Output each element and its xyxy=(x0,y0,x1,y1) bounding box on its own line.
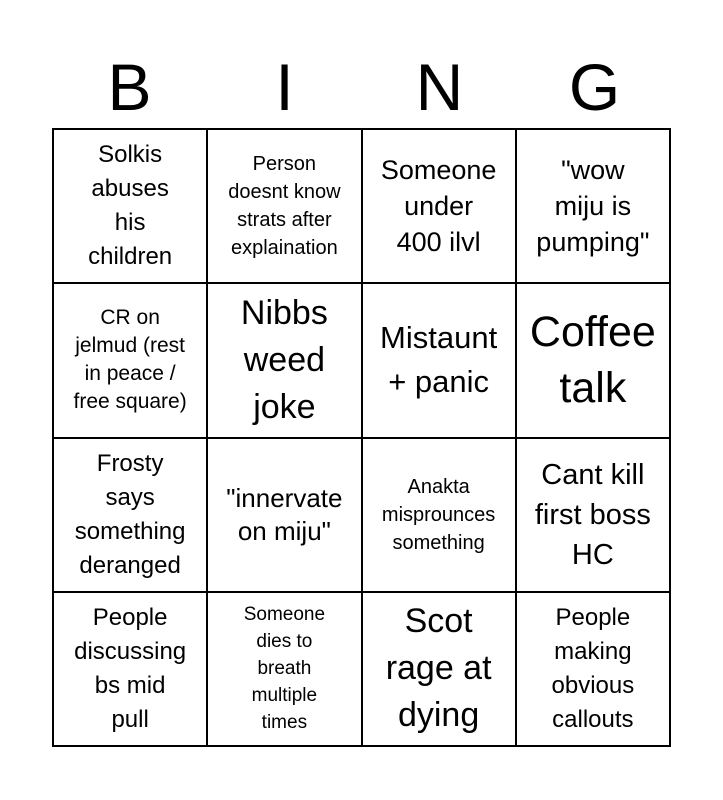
bingo-cell[interactable] xyxy=(54,439,208,593)
cell-text: Cant kill first boss HC xyxy=(534,458,651,571)
cell-text: Someone dies to breath multiple times xyxy=(243,604,326,734)
bingo-cell[interactable] xyxy=(517,130,671,284)
cell-text: Coffee talk xyxy=(529,308,656,413)
cell-text: Scot rage at dying xyxy=(385,602,492,735)
bingo-cell[interactable] xyxy=(517,439,671,593)
bingo-grid xyxy=(52,128,671,747)
cell-text: Solkis abuses his children xyxy=(88,141,173,271)
cell-text: "wow miju is pumping" xyxy=(536,155,650,258)
bingo-cell[interactable] xyxy=(517,284,671,438)
header-letter-g: G xyxy=(568,50,621,124)
bingo-cell[interactable] xyxy=(363,284,517,438)
cell-text: Frosty says something deranged xyxy=(74,449,186,579)
cell-text: Nibbs weed joke xyxy=(240,293,328,426)
header-letter-i: I xyxy=(275,50,294,124)
bingo-cell[interactable] xyxy=(208,284,362,438)
bingo-cell[interactable] xyxy=(517,593,671,747)
cell-text: Someone under 400 ilvl xyxy=(380,155,497,258)
bingo-cell[interactable] xyxy=(208,130,362,284)
header-letter-n: N xyxy=(415,50,464,124)
bingo-cell[interactable] xyxy=(208,439,362,593)
bingo-cell[interactable] xyxy=(54,130,208,284)
cell-text: People discussing bs mid pull xyxy=(74,603,187,733)
cell-text: Mistaunt + panic xyxy=(380,320,498,400)
bingo-cell[interactable] xyxy=(363,593,517,747)
cell-text: Anakta misprounces something xyxy=(381,475,496,554)
bingo-header xyxy=(52,52,672,122)
cell-text: Person doesnt know strats after explaination xyxy=(228,153,341,260)
header-letter-b: B xyxy=(107,50,152,124)
bingo-cell[interactable] xyxy=(54,284,208,438)
bingo-cell[interactable] xyxy=(208,593,362,747)
cell-text: People making obvious callouts xyxy=(551,603,635,733)
cell-text: "innervate on miju" xyxy=(226,482,343,546)
cell-text: CR on jelmud (rest in peace / free square) xyxy=(73,306,187,414)
bingo-cell[interactable] xyxy=(363,439,517,593)
bingo-cell[interactable] xyxy=(363,130,517,284)
bingo-cell[interactable] xyxy=(54,593,208,747)
